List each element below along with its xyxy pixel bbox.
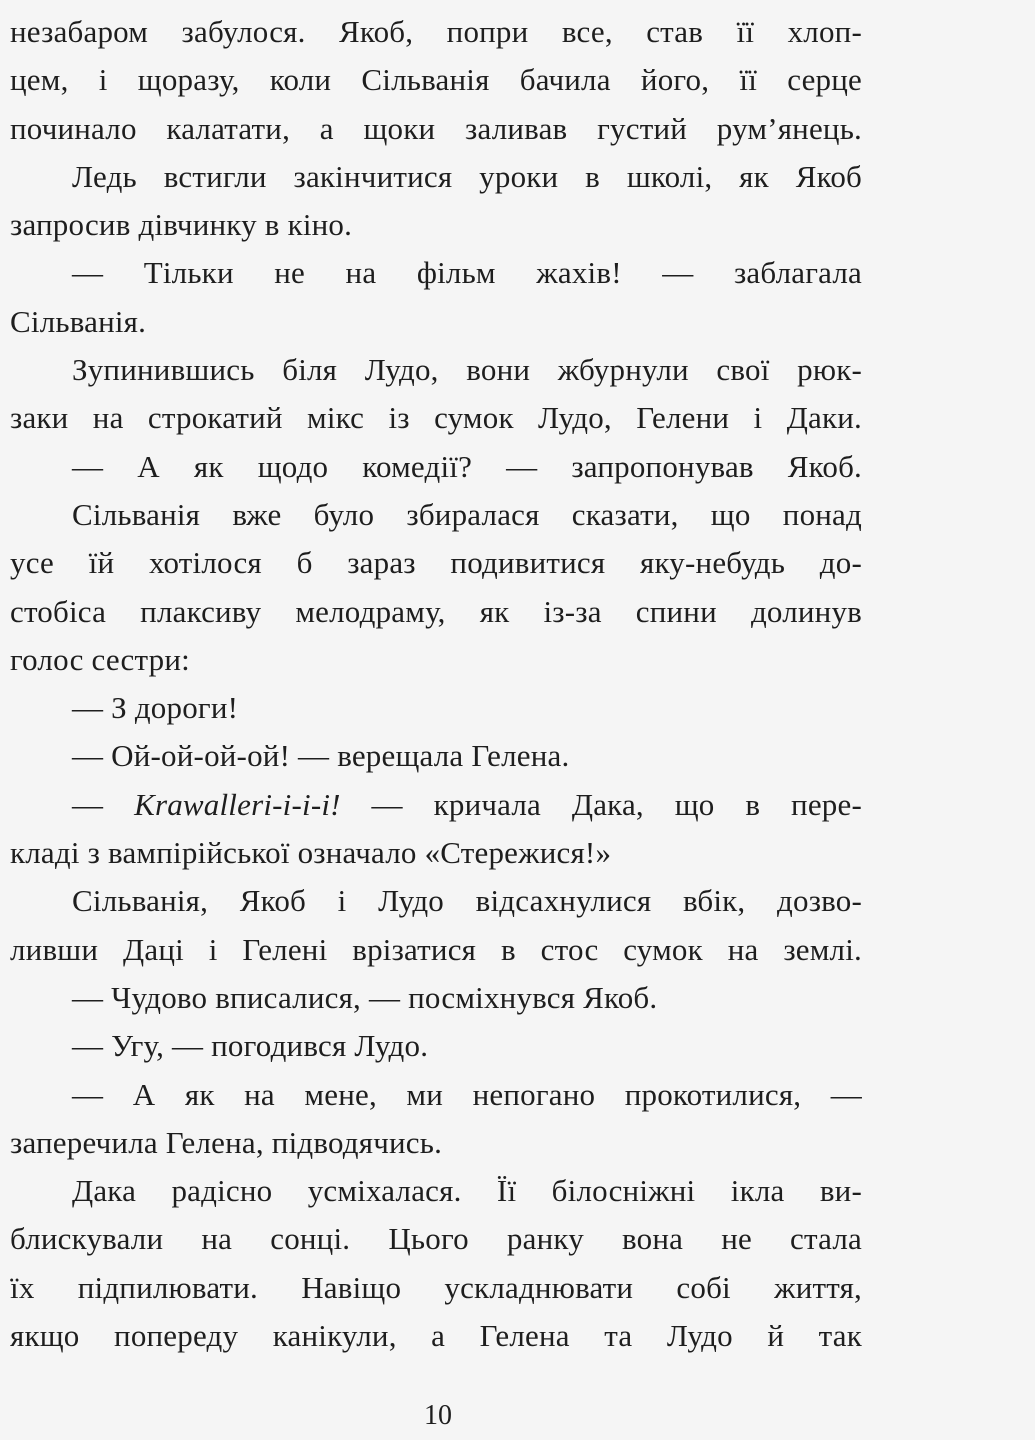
text-line: заперечила Гелена, підводячись. xyxy=(10,1124,443,1160)
text-line: якщо попереду канікули, а Гелена та Лудо й так xyxy=(10,1318,862,1354)
text-line: заки на строкатий мікс із сумок Лудо, Гелени і Даки. xyxy=(10,400,862,436)
dialogue-line: — А як щодо комедії? — запропонував Якоб. xyxy=(72,448,862,484)
text-line: цем, і щоразу, коли Сільванія бачила його, її серце xyxy=(10,62,862,98)
dialogue-line xyxy=(10,781,862,829)
dialogue-dash: — xyxy=(72,786,135,822)
dialogue-line: — Угу, — погодився Лудо. xyxy=(72,1028,429,1064)
text-line: їх підпилювати. Навіщо ускладнювати собі життя, xyxy=(10,1269,862,1305)
text-line: незабаром забулося. Якоб, попри все, став її хлоп- xyxy=(10,14,862,49)
text-line: усе їй хотілося б зараз подивитися яку-небудь до- xyxy=(10,545,862,581)
dialogue-line: — З дороги! xyxy=(72,690,239,726)
text-line: кладі з вампірійської означало «Стережися!» xyxy=(10,835,612,871)
page-number: 10 xyxy=(424,1400,452,1431)
page-body-text xyxy=(10,8,862,1360)
text-line: Сільванія вже було збиралася сказати, що понад xyxy=(72,496,862,532)
text-line: Зупинившись біля Лудо, вони жбурнули свої рюк- xyxy=(72,352,862,388)
foreign-word-italic: Krawalleri-i-i-i! xyxy=(134,786,341,822)
text-line: Дака радісно усміхалася. Її білосніжні ікла ви- xyxy=(72,1173,862,1209)
text-line: Сільванія. xyxy=(10,303,147,339)
dialogue-line: — А як на мене, ми непогано прокотилися, — xyxy=(72,1076,862,1112)
text-line: запросив дівчинку в кіно. xyxy=(10,207,353,243)
text-line: ливши Даці і Гелені врізатися в стос сумок на землі. xyxy=(10,931,862,967)
text-line: Сільванія, Якоб і Лудо відсахнулися вбік, дозво- xyxy=(72,883,862,919)
dialogue-continuation: — кричала Дака, що в пере- xyxy=(340,786,862,822)
text-line: блискували на сонці. Цього ранку вона не стала xyxy=(10,1221,862,1257)
text-line: Ледь встигли закінчитися уроки в школі, як Якоб xyxy=(72,158,862,194)
dialogue-line: — Чудово вписалися, — посміхнувся Якоб. xyxy=(72,979,658,1015)
text-line: голос сестри: xyxy=(10,641,190,677)
text-line: стобіса плаксиву мелодраму, як із-за спини долинув xyxy=(10,593,862,629)
dialogue-line: — Тільки не на фільм жахів! — заблагала xyxy=(72,255,862,291)
text-line: починало калатати, а щоки заливав густий рум’янець. xyxy=(10,110,862,146)
dialogue-line: — Ой-ой-ой-ой! — верещала Гелена. xyxy=(72,738,570,774)
